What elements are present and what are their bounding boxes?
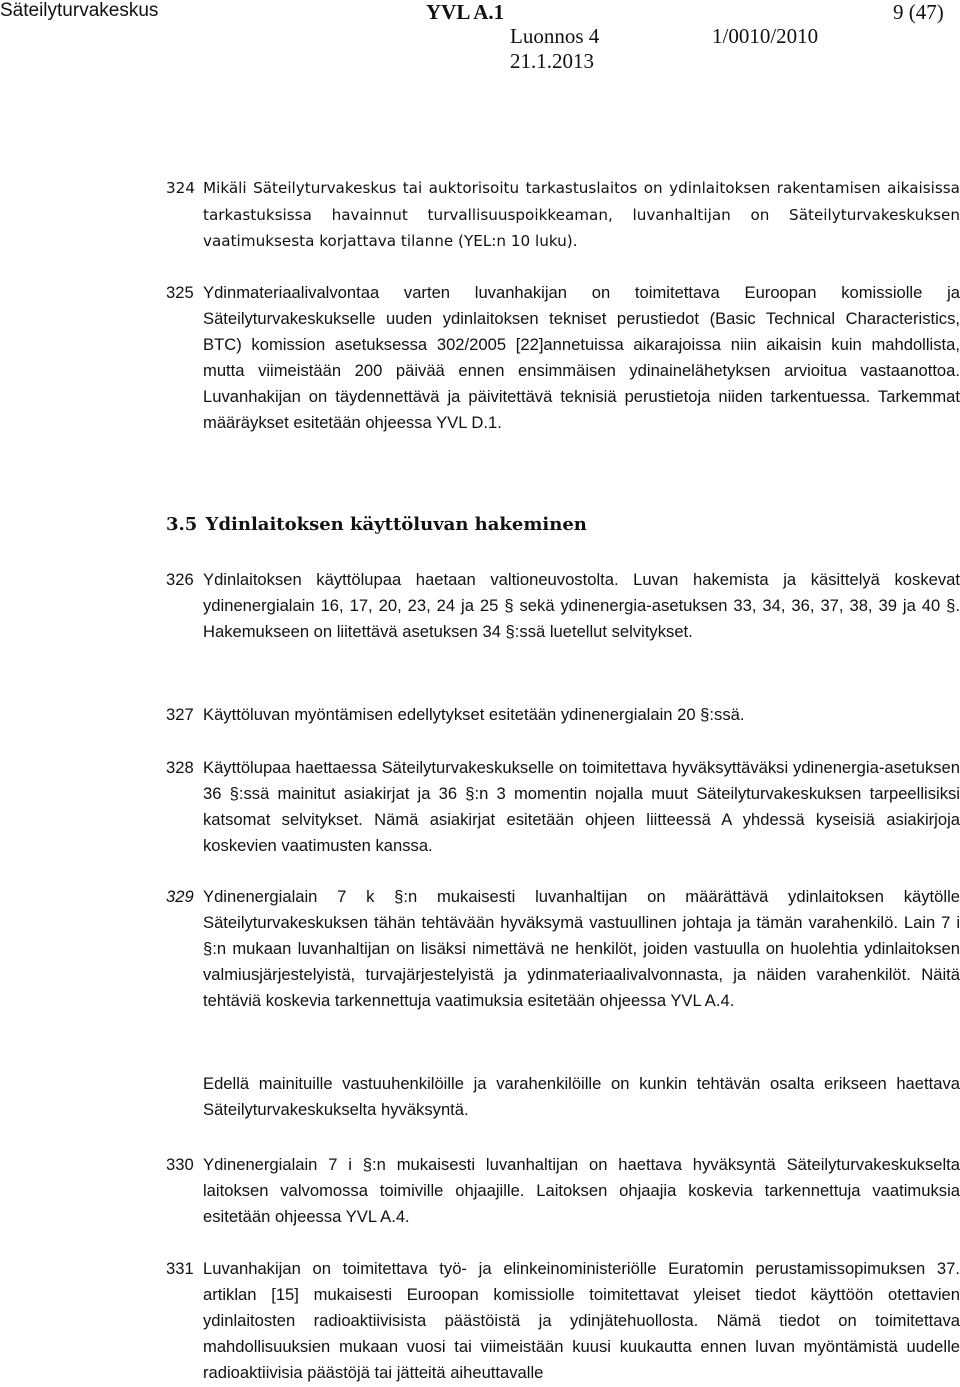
paragraph-number: 328 xyxy=(166,758,194,777)
paragraph-text: Luvanhakijan on toimitettava työ- ja elinkeinoministeriölle Euratomin perustamissopimuksen 37. artiklan [15] mukaisesti Euroopan komissiolle toimitettavat yleiset tiedot käyttöön otettavien ydinlaitosten radioaktiivisista päästöistä ja ydinjätehuollosta. Nämä tiedot on toimitettava mahdollisuuksien mukaan vuosi tai viimeistään kuusi kuukautta ennen luvan myöntämistä uudelle radioaktiivisia päästöjä tai jätteitä aiheuttavalle xyxy=(203,1259,960,1382)
paragraph-text: Käyttöluvan myöntämisen edellytykset esitetään ydinenergialain 20 §:ssä. xyxy=(203,705,745,724)
paragraph-text: Ydinenergialain 7 i §:n mukaisesti luvanhaltijan on haettava hyväksyntä Säteilyturvakeskukselta laitoksen valvomossa toimiville ohjaajille. Laitoksen ohjaajia koskevia tarkennettuja vaatimuksia esitetään ohjeessa YVL A.4. xyxy=(203,1155,960,1226)
paragraph-number: 326 xyxy=(166,570,194,589)
paragraph-text: Ydinmateriaalivalvontaa varten luvanhakijan on toimitettava Euroopan komissiolle ja Säteilyturvakeskukselle uuden ydinlaitoksen tekniset perustiedot (Basic Technical Characteristics, BTC) komission asetuksessa 302/2005 [22]annetuissa aikarajoissa niin aikaisin kuin mahdollista, mutta viimeistään 200 päivää ennen ensimmäisen ydinainelähetyksen arvioitua vastaanottoa. Luvanhakijan on täydennettävä ja päivitettävä teknisiä perustietoja niiden tarkentuessa. Tarkemmat määräykset esitetään ohjeessa YVL D.1. xyxy=(203,283,960,432)
document-number: 1/0010/2010 xyxy=(712,24,819,48)
paragraph-328 xyxy=(166,755,960,859)
organization-name: Säteilyturvakeskus xyxy=(0,0,159,21)
paragraph-324 xyxy=(166,175,960,255)
paragraph-text: Ydinenergialain 7 k §:n mukaisesti luvanhaltijan on määrättävä ydinlaitoksen käytölle Säteilyturvakeskuksen tähän tehtävään hyväksymä vastuullinen johtaja ja tämän varahenkilö. Lain 7 i §:n mukaan luvanhaltijan on lisäksi nimettävä ne henkilöt, joiden vastuulla on huolehtia ydinlaitoksen valmiusjärjestelyistä, turvajärjestelyistä ja ydinmateriaalivalvonnasta, ja näiden varahenkilöt. Näitä tehtäviä koskevia tarkennettuja vaatimuksia esitetään ohjeessa YVL A.4. xyxy=(203,887,960,1010)
paragraph-326 xyxy=(166,567,960,645)
paragraph-number: 329 xyxy=(166,887,194,906)
page-number: 9 (47) xyxy=(893,0,944,24)
paragraph-329-continued: Edellä mainituille vastuuhenkilöille ja varahenkilöille on kunkin tehtävän osalta erikseen haettava Säteilyturvakeskukselta hyväksyntä. xyxy=(203,1074,960,1119)
paragraph-330 xyxy=(166,1152,960,1230)
page-header xyxy=(0,0,960,80)
document-date: 21.1.2013 xyxy=(510,49,594,73)
paragraph-number: 330 xyxy=(166,1155,194,1174)
section-heading xyxy=(166,514,589,535)
paragraph-number: 331 xyxy=(166,1259,194,1278)
paragraph-text: Käyttölupaa haettaessa Säteilyturvakeskukselle on toimitettava hyväksyttäväksi ydinenergia-asetuksen 36 §:ssä mainitut asiakirjat ja 36 §:n 3 momentin nojalla muut Säteilyturvakeskuksen tarpeellisiksi katsomat selvitykset. Nämä asiakirjat esitetään ohjeen liitteessä A yhdessä kyseisiä asiakirjoja koskevien vaatimusten kanssa. xyxy=(203,758,960,855)
paragraph-text: Mikäli Säteilyturvakeskus tai auktorisoitu tarkastuslaitos on ydinlaitoksen rakentamisen aikaisissa tarkastuksissa havainnut turvallisuuspoikkeaman, luvanhaltijan on Säteilyturvakeskuksen vaatimuksesta korjattava tilanne (YEL:n 10 luku). xyxy=(203,179,960,250)
section-number: 3.5 xyxy=(166,514,198,535)
paragraph-text: Ydinlaitoksen käyttölupaa haetaan valtioneuvostolta. Luvan hakemista ja käsittelyä koskevat ydinenergialain 16, 17, 20, 23, 24 ja 25 § sekä ydinenergia-asetuksen 33, 34, 36, 37, 38, 39 ja 40 §. Hakemukseen on liitettävä asetuksen 34 §:ssä luetellut selvitykset. xyxy=(203,570,960,641)
paragraph-331 xyxy=(166,1256,960,1386)
draft-label: Luonnos 4 xyxy=(510,24,600,48)
paragraph-number: 324 xyxy=(166,179,195,197)
guide-id: YVL A.1 xyxy=(426,0,505,24)
paragraph-327 xyxy=(166,702,960,728)
section-title: Ydinlaitoksen käyttöluvan hakeminen xyxy=(205,514,587,535)
paragraph-329 xyxy=(166,884,960,1014)
paragraph-number: 327 xyxy=(166,705,194,724)
paragraph-325 xyxy=(166,280,960,436)
paragraph-number: 325 xyxy=(166,283,194,302)
